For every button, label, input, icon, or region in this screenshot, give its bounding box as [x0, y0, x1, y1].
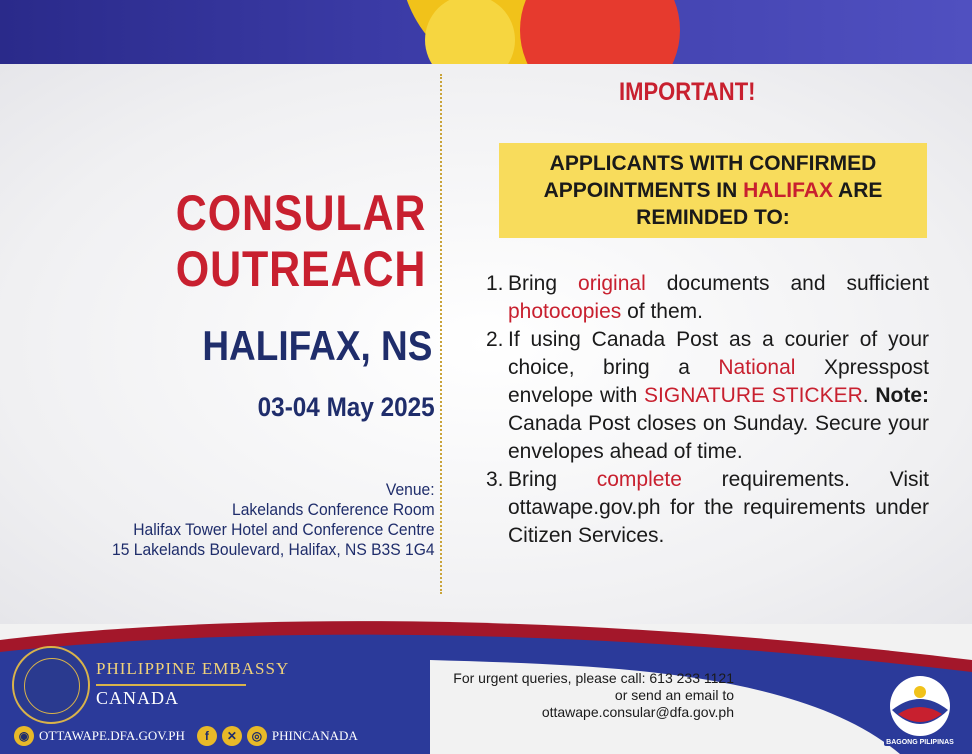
globe-icon: ◉ — [14, 726, 34, 746]
social-links — [14, 726, 358, 746]
footer-divider — [96, 684, 246, 686]
column-divider — [440, 74, 442, 594]
reminder-list — [486, 270, 929, 550]
top-banner — [0, 0, 972, 64]
bagong-pilipinas-logo — [880, 668, 960, 748]
contact-info: For urgent queries, please call: 613 233 1121 or send an email to ottawape.consular@dfa.gov.ph — [453, 670, 734, 720]
social-handle[interactable]: PHINCANADA — [271, 728, 358, 743]
website-link[interactable]: OTTAWAPE.DFA.GOV.PH — [39, 728, 185, 743]
reminder-box: APPLICANTS WITH CONFIRMED APPOINTMENTS IN HALIFAX ARE REMINDED TO: — [499, 143, 927, 238]
facebook-icon[interactable]: f — [197, 726, 217, 746]
embassy-name: PHILIPPINE EMBASSY — [96, 659, 290, 678]
venue-line: Halifax Tower Hotel and Conference Centre — [133, 520, 435, 539]
venue-line: Lakelands Conference Room — [232, 500, 435, 519]
instagram-icon[interactable]: ◎ — [247, 726, 267, 746]
venue-line: 15 Lakelands Boulevard, Halifax, NS B3S 1G4 — [112, 540, 435, 559]
list-item: 3. Bring complete requirements. Visit ottawape.gov.ph for the requirements under Citizen Services. — [486, 468, 929, 547]
banner-decoration — [0, 0, 972, 64]
embassy-country: CANADA — [96, 688, 180, 708]
list-item: 1. Bring original documents and sufficient photocopies of them. — [486, 272, 929, 323]
logo-text: BAGONG PILIPINAS — [886, 739, 954, 746]
x-icon[interactable]: ✕ — [222, 726, 242, 746]
event-title: CONSULAR OUTREACH — [175, 185, 426, 297]
list-item: 2. If using Canada Post as a courier of your choice, bring a National Xpresspost envelope with SIGNATURE STICKER. Note: Canada Post closes on Sunday. Secure your envelopes ahead of time. — [486, 328, 929, 463]
event-date: 03-04 May 2025 — [258, 392, 435, 422]
embassy-seal-icon — [12, 646, 90, 724]
venue-label: Venue: — [386, 480, 435, 499]
contact-email[interactable]: ottawape.consular@dfa.gov.ph — [541, 704, 734, 720]
important-heading: IMPORTANT! — [619, 78, 756, 106]
event-city: HALIFAX, NS — [202, 322, 432, 369]
venue-block — [112, 480, 435, 560]
